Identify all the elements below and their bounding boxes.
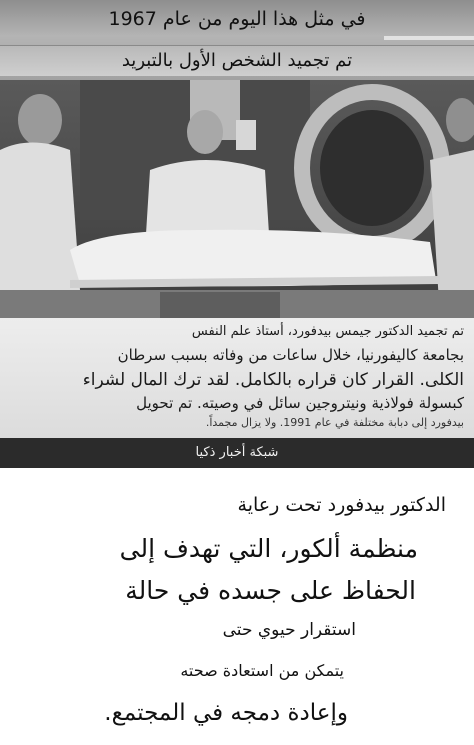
photo-caption — [0, 318, 474, 438]
caption-line: تم تجميد الدكتور جيمس بيدفورد، أستاذ علم النفس — [191, 324, 464, 339]
body-text — [0, 468, 474, 745]
body-line: وإعادة دمجه في المجتمع. — [104, 700, 348, 726]
body-line: الحفاظ على جسده في حالة — [125, 576, 416, 605]
body-line: الدكتور بيدفورد تحت رعاية — [237, 494, 446, 516]
caption-line: الكلى. القرار كان قراره بالكامل. لقد ترك المال لشراء — [82, 370, 464, 390]
body-line: منظمة ألكور، التي تهدف إلى — [119, 534, 418, 563]
caption-line: بيدفورد إلى دبابة مختلفة في عام 1991. ولا يزال مجمداً. — [205, 416, 464, 429]
archival-photo — [0, 80, 474, 318]
caption-line: كبسولة فولاذية ونيتروجين سائل في وصيته. تم تحويل — [136, 394, 464, 412]
body-line: استقرار حيوي حتى — [222, 620, 356, 640]
body-line: يتمكن من استعادة صحته — [180, 661, 344, 680]
header-title: في مثل هذا اليوم من عام 1967 — [108, 8, 366, 30]
caption-line: بجامعة كاليفورنيا، خلال ساعات من وفاته بسبب سرطان — [117, 346, 464, 364]
header-decoration — [384, 36, 474, 40]
header-banner — [0, 0, 474, 80]
archival-photo-icon — [0, 80, 474, 318]
header-subtitle: تم تجميد الشخص الأول بالتبريد — [0, 45, 474, 76]
network-label: شبكة أخبار ذكيا — [0, 438, 474, 468]
